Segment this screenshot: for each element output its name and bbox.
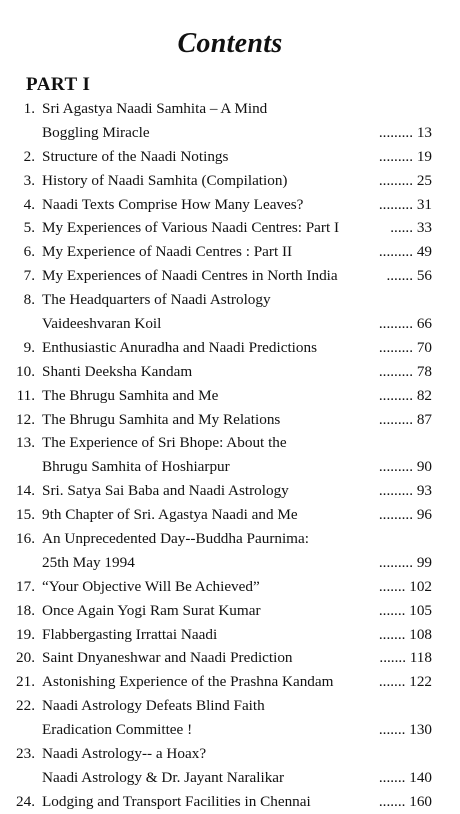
toc-line	[0, 431, 460, 455]
toc-line	[0, 264, 460, 288]
toc-line	[0, 312, 460, 336]
entry-number: 23.	[16, 745, 35, 763]
toc-line	[0, 575, 460, 599]
page-number: ....... 118	[379, 649, 432, 667]
page-number: ....... 56	[386, 267, 432, 285]
entry-title: An Unprecedented Day--Buddha Paurnima:	[42, 530, 309, 548]
entry-title: Sri. Satya Sai Baba and Naadi Astrology	[42, 482, 289, 500]
entry-title: 9th Chapter of Sri. Agastya Naadi and Me	[42, 506, 298, 524]
page-number: ......... 49	[378, 243, 432, 261]
entry-number: 10.	[16, 362, 35, 380]
part-heading: PART I	[26, 74, 91, 95]
entry-title: Naadi Astrology & Dr. Jayant Naralikar	[42, 768, 285, 786]
page-number: ......... 31	[378, 195, 432, 213]
entry-number: 11.	[16, 386, 35, 404]
toc-line	[0, 384, 460, 408]
entry-number: 12.	[16, 410, 35, 428]
toc-line	[0, 169, 460, 193]
entry-title: 25th May 1994	[42, 553, 135, 571]
entry-number: 6.	[23, 243, 35, 261]
entry-title: My Experiences of Various Naadi Centres: Part I	[42, 219, 340, 237]
entry-title: My Experiences of Naadi Centres in North India	[42, 267, 338, 285]
entry-number: 9.	[23, 338, 35, 356]
entry-number: 17.	[16, 577, 35, 595]
entry-title: Flabbergasting Irrattai Naadi	[42, 625, 218, 643]
page-number: ....... 130	[378, 721, 432, 739]
entry-title: Vaideeshvaran Koil	[42, 315, 162, 333]
toc-line	[0, 336, 460, 360]
entry-title: The Headquarters of Naadi Astrology	[42, 291, 271, 309]
entry-title: Astonishing Experience of the Prashna Kandam	[42, 673, 334, 691]
toc-line	[0, 360, 460, 384]
entry-number: 8.	[23, 291, 35, 309]
page-number: ......... 25	[378, 171, 432, 189]
entry-number: 15.	[16, 506, 35, 524]
entry-number: 24.	[16, 792, 35, 810]
entry-title: Naadi Astrology-- a Hoax?	[42, 745, 207, 763]
toc-line	[0, 527, 460, 551]
toc-line	[0, 145, 460, 169]
entry-title: Shanti Deeksha Kandam	[42, 362, 193, 380]
toc-line	[0, 694, 460, 718]
page-number: ...... 33	[390, 219, 432, 237]
entry-title: Lodging and Transport Facilities in Chennai	[42, 792, 311, 810]
toc-line	[0, 455, 460, 479]
entry-title: Eradication Committee !	[42, 721, 193, 739]
page-number: ....... 108	[378, 625, 432, 643]
page-number: ....... 160	[378, 792, 432, 810]
page-number: ......... 93	[378, 482, 432, 500]
toc-line	[0, 742, 460, 766]
entry-number: 1.	[23, 100, 35, 117]
toc-line	[0, 670, 460, 694]
entry-number: 4.	[23, 195, 35, 213]
page-number: ....... 122	[378, 673, 432, 691]
entry-title: The Bhrugu Samhita and Me	[42, 386, 219, 404]
toc-line	[0, 408, 460, 432]
page-number: ......... 70	[378, 338, 432, 356]
page-number: ......... 99	[378, 553, 432, 571]
entry-title: Naadi Texts Comprise How Many Leaves?	[42, 195, 304, 213]
entry-number: 19.	[16, 625, 35, 643]
toc-line	[0, 790, 460, 814]
toc-line	[0, 240, 460, 264]
entry-title: The Experience of Sri Bhope: About the	[42, 434, 287, 452]
entry-number: 2.	[23, 147, 35, 165]
page-title: Contents	[177, 28, 283, 59]
toc-line	[0, 479, 460, 503]
toc-line	[0, 718, 460, 742]
page-number: ....... 140	[378, 768, 432, 786]
toc-line	[0, 551, 460, 575]
entry-number: 5.	[23, 219, 35, 237]
toc-line	[0, 503, 460, 527]
page-number: ......... 19	[378, 147, 432, 165]
entry-number: 20.	[16, 649, 35, 667]
entry-number: 14.	[16, 482, 35, 500]
toc-line	[0, 766, 460, 790]
page-number: ......... 96	[378, 506, 432, 524]
entry-number: 13.	[16, 434, 35, 452]
page-number: ......... 87	[378, 410, 432, 428]
entry-title: Enthusiastic Anuradha and Naadi Predictions	[42, 338, 317, 356]
toc-line	[0, 646, 460, 670]
entry-number: 18.	[16, 601, 35, 619]
entry-title: My Experience of Naadi Centres : Part II	[42, 243, 293, 261]
page-number: ....... 105	[378, 601, 432, 619]
entry-title: Saint Dnyaneshwar and Naadi Prediction	[42, 649, 293, 667]
toc-list	[0, 97, 460, 814]
entry-title: Boggling Miracle	[42, 123, 150, 141]
entry-number: 3.	[23, 171, 35, 189]
entry-number: 22.	[16, 697, 35, 715]
entry-number: 16.	[16, 530, 35, 548]
entry-title: History of Naadi Samhita (Compilation)	[42, 171, 288, 189]
page-number: ......... 90	[378, 458, 432, 476]
entry-title: Bhrugu Samhita of Hoshiarpur	[42, 458, 230, 476]
entry-title: Naadi Astrology Defeats Blind Faith	[42, 697, 265, 715]
entry-number: 7.	[23, 267, 35, 285]
page-number: ......... 78	[378, 362, 432, 380]
toc-line	[0, 193, 460, 217]
toc-line	[0, 599, 460, 623]
page-number: ......... 82	[378, 386, 432, 404]
entry-title: Structure of the Naadi Notings	[42, 147, 229, 165]
toc-line	[0, 623, 460, 647]
page-number: ......... 66	[378, 315, 432, 333]
toc-line	[0, 288, 460, 312]
entry-title: Sri Agastya Naadi Samhita – A Mind	[42, 100, 268, 117]
entry-title: The Bhrugu Samhita and My Relations	[42, 410, 281, 428]
page-number: ....... 102	[378, 577, 432, 595]
toc-line	[0, 97, 460, 121]
page-number: ......... 13	[378, 123, 432, 141]
toc-line	[0, 121, 460, 145]
entry-title: Once Again Yogi Ram Surat Kumar	[42, 601, 261, 619]
toc-line	[0, 216, 460, 240]
entry-title: “Your Objective Will Be Achieved”	[42, 577, 260, 595]
entry-number: 21.	[16, 673, 35, 691]
